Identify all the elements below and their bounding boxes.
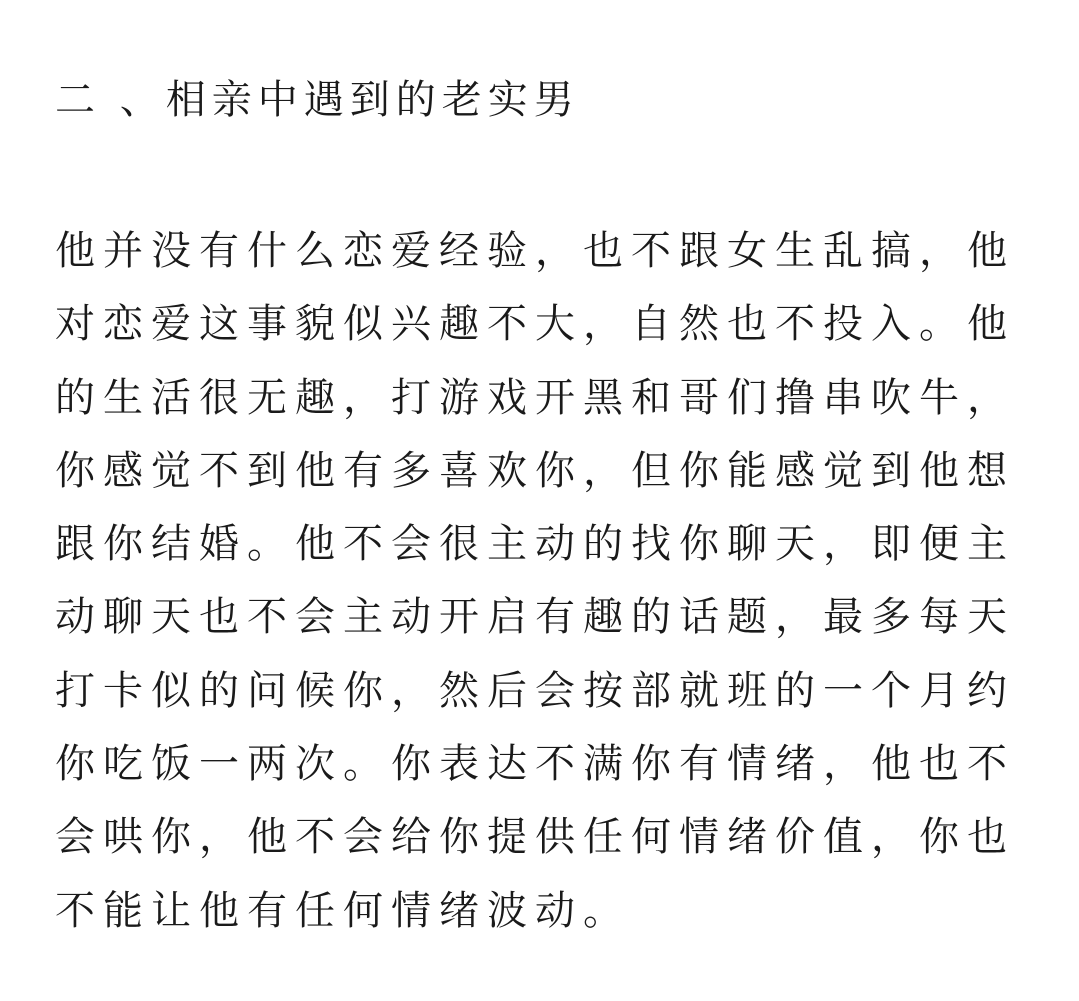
section-heading: 二 、相亲中遇到的老实男 — [55, 77, 580, 123]
paragraph-line: 会哄你，他不会给你提供任何情绪价值，你也 — [55, 814, 1015, 861]
paragraph — [55, 215, 1030, 948]
paragraph-line: 不能让他有任何情绪波动。 — [55, 887, 631, 934]
paragraph-line: 对恋爱这事貌似兴趣不大，自然也不投入。他 — [55, 301, 1015, 348]
paragraph-line: 你感觉不到他有多喜欢你，但你能感觉到他想 — [55, 447, 1015, 494]
paragraph-line: 打卡似的问候你，然后会按部就班的一个月约 — [55, 667, 1015, 714]
paragraph-line: 他并没有什么恋爱经验，也不跟女生乱搞，他 — [55, 228, 1015, 274]
paragraph-line: 你吃饭一两次。你表达不满你有情绪，他也不 — [55, 741, 1015, 788]
paragraph-line: 跟你结婚。他不会很主动的找你聊天，即便主 — [55, 521, 1015, 568]
paragraph-line: 的生活很无趣，打游戏开黑和哥们撸串吹牛， — [55, 374, 1015, 421]
paragraph-line: 动聊天也不会主动开启有趣的话题，最多每天 — [55, 594, 1015, 641]
